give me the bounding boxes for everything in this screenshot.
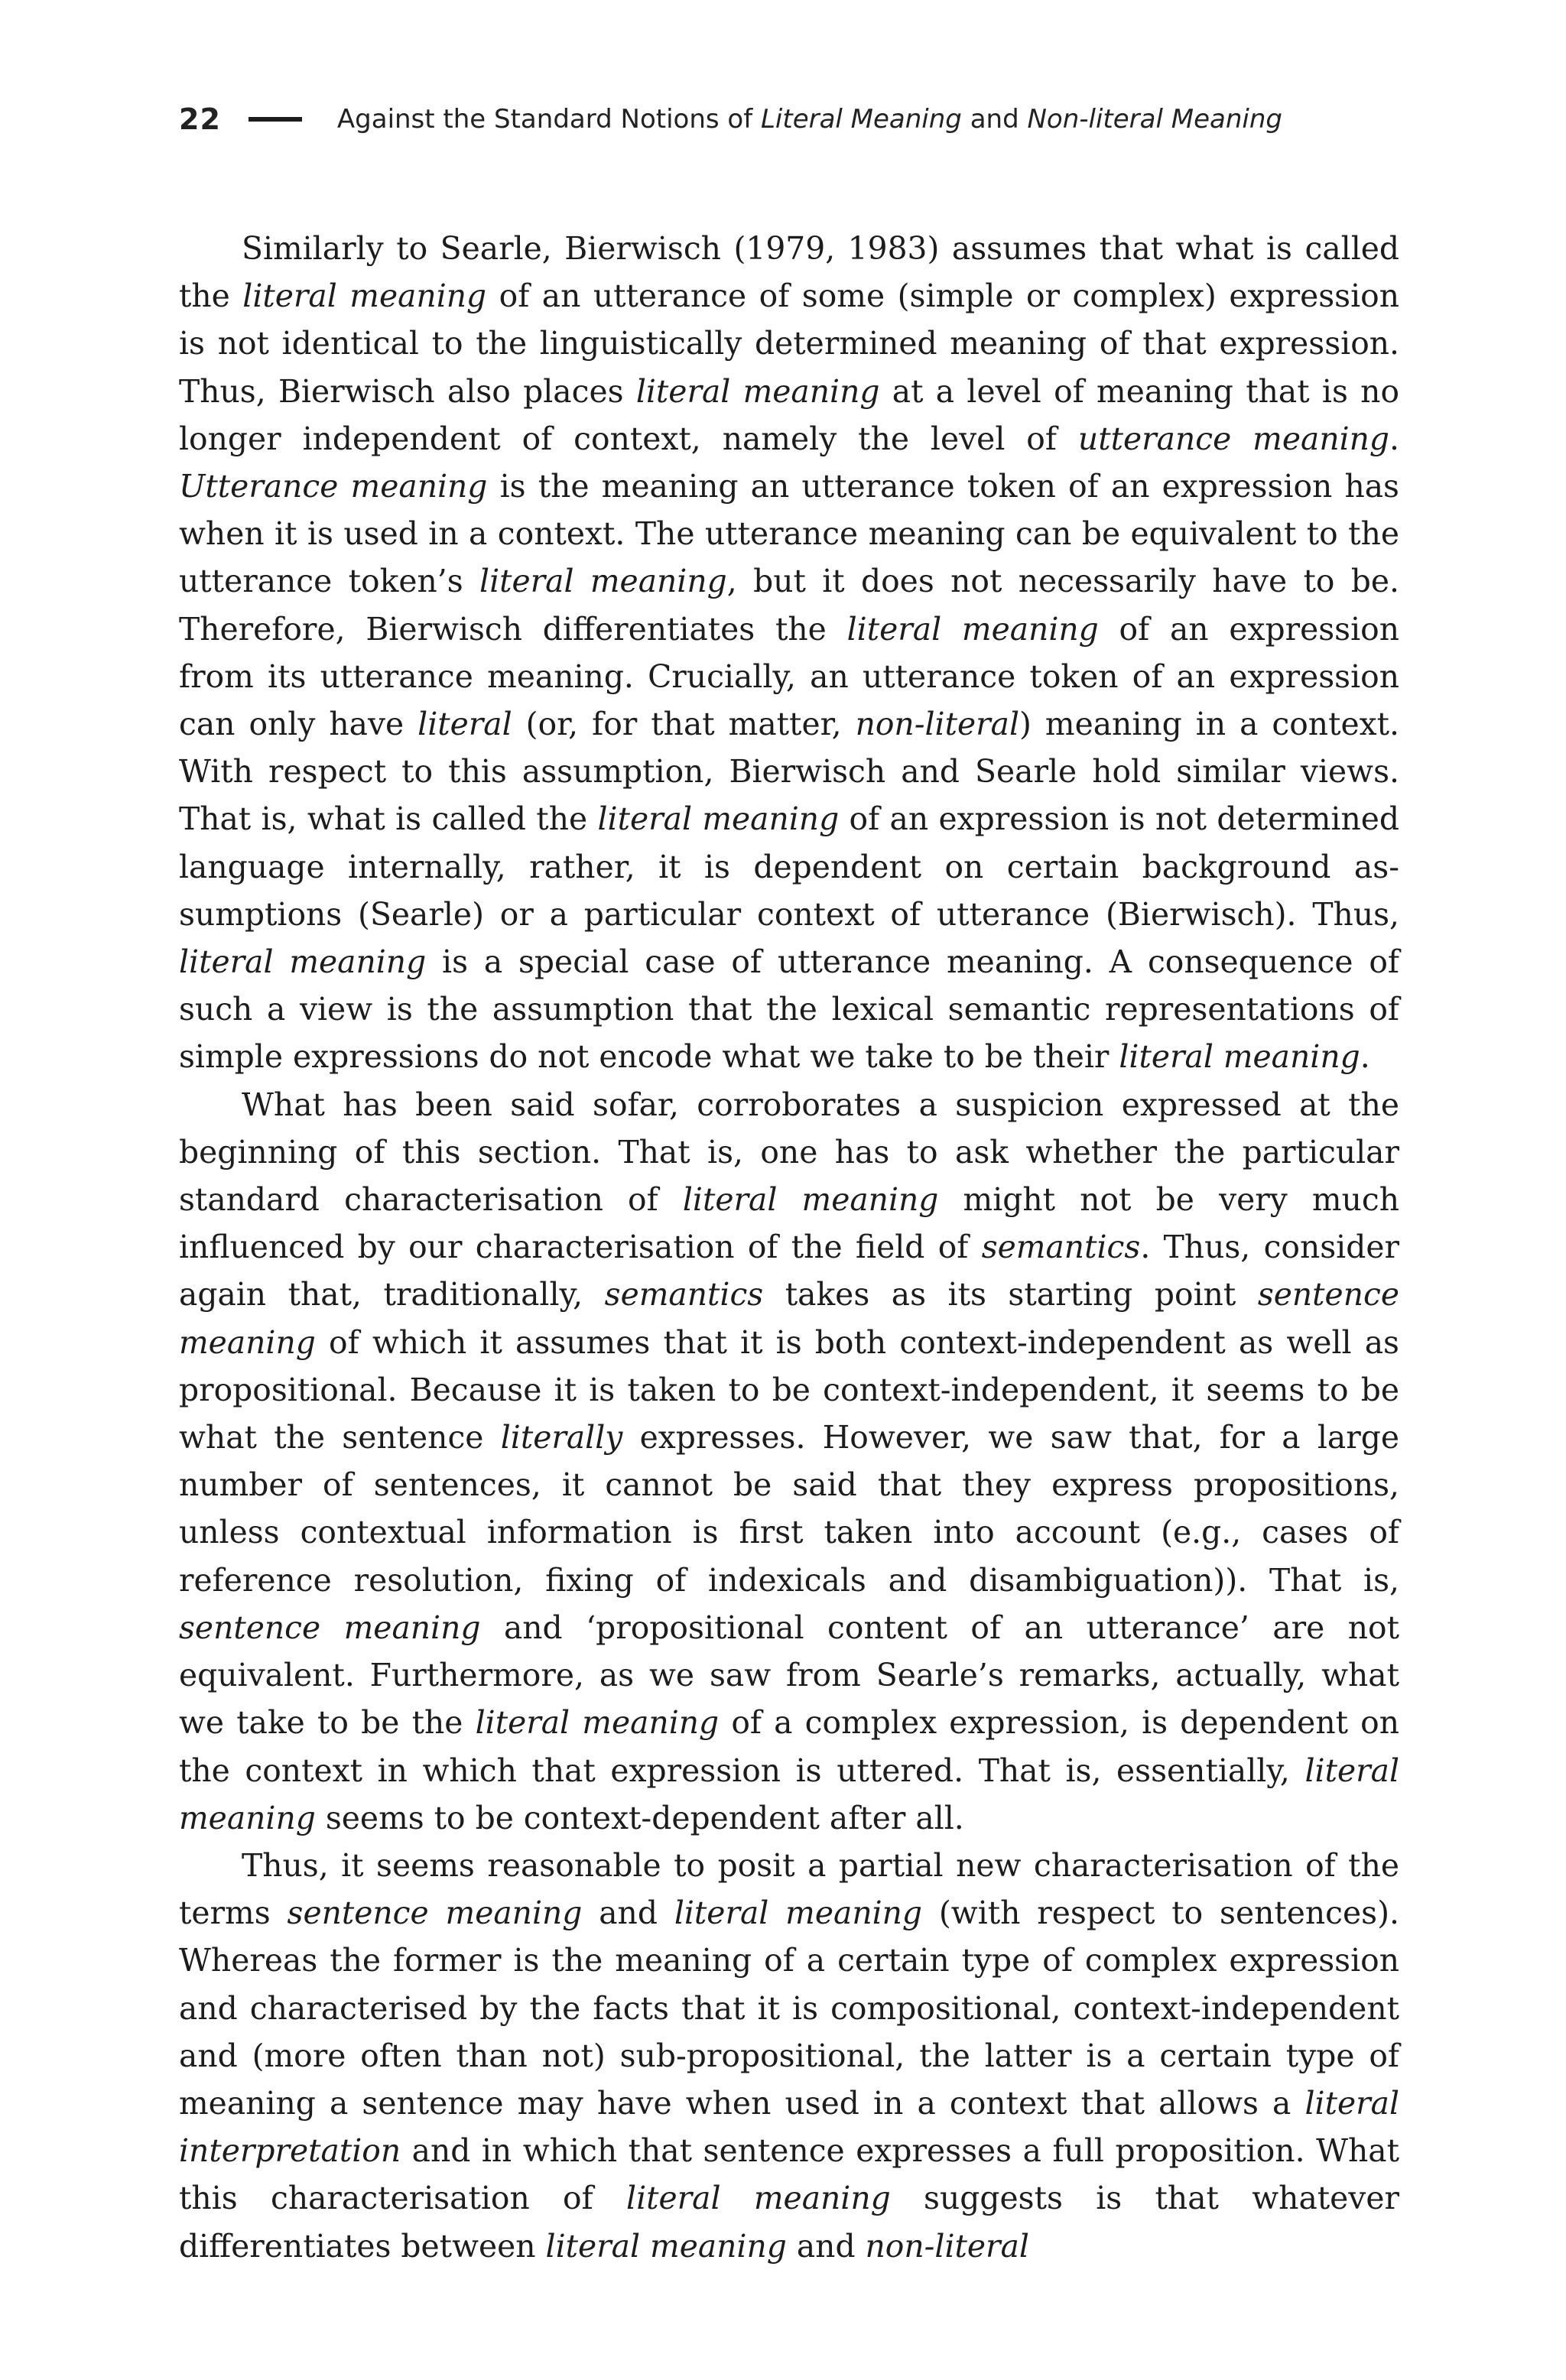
text-run: of an utterance of some (simple or complex) expression is not identical to the linguistically determined meaning of that expression. Thus, Bierwisch also places [179,278,1399,410]
italic-term: literal meaning [242,278,487,315]
italic-term: literal meaning [674,1895,923,1932]
text-run: at a level of meaning that is no longer independent of context, namely the level of [179,372,1400,457]
italic-term: sentence meaning [179,1276,1399,1361]
italic-term: literal meaning [475,1704,720,1742]
italic-term: literal meaning [1119,1038,1360,1076]
header-rule [249,117,302,122]
italic-term: literal meaning [179,943,427,981]
text-run: , but it does not necessarily have to be. Therefore, Bierwisch differentiates the [179,563,1399,648]
italic-term: literal meaning [479,563,727,600]
italic-term: non-literal [855,706,1019,743]
italic-term: literal meaning [635,372,880,410]
italic-term: literal meaning [626,2180,891,2217]
italic-term: literal meaning [545,2227,787,2265]
italic-term: literal meaning [597,800,840,838]
italic-term: semantics [981,1229,1141,1266]
italic-term: literal [417,706,512,743]
text-run: What has been said sofar, corroborates a suspicion expressed at the beginning of this section. That is, one has to ask whether the particular standard characterisation of [179,1086,1399,1219]
text-run: of which it assumes that it is both context-independent as well as propositional. Because it is taken to be context-independent, it seems to be what the sentence [179,1323,1399,1456]
text-run: . Thus, consider again that, traditionally, [179,1229,1399,1313]
running-title-mid: and [961,104,1028,135]
text-run: (with respect to sentences). Whereas the former is the meaning of a certain type of complex expression and characterised by the facts that it is compositional, context-independent and (more often than not) sub-propositional, the latter is a certain type of meaning a sentence may have when used in a context that allows a [179,1895,1399,2122]
text-run: and in which that sentence expresses a full proposition. What this characterisation of [179,2132,1399,2217]
running-header [179,96,1402,142]
running-title-italic-literal: Literal Meaning [760,104,962,135]
text-run: . [1360,1038,1370,1076]
text-run: suggests is that whatever differentiates between [179,2180,1399,2265]
italic-term: utterance meaning [1077,420,1390,457]
paragraph-3 [179,1842,1399,2270]
text-run: Similarly to Searle, Bierwisch (1979, 1983) assumes that what is called the [179,230,1399,315]
italic-term: sentence meaning [179,1609,481,1646]
text-run: Thus, it seems reasonable to posit a partial new characterisation of the terms [179,1846,1399,1932]
text-run: expresses. However, we saw that, for a large number of sentences, it cannot be said that they express propositions, unless contextual information is first taken into account (e.g., cases of reference resolution, fixing of indexicals and disambiguation)). That is, [179,1419,1399,1599]
italic-term: literal interpretation [179,2084,1399,2170]
running-title-prefix: Against the Standard Notions of [336,104,761,135]
italic-term: sentence meaning [287,1895,583,1932]
page-number: 22 [179,102,221,136]
italic-term: literal meaning [179,1752,1399,1836]
italic-term: semantics [604,1276,764,1313]
running-title [337,104,1282,135]
paragraph-2 [179,1081,1399,1842]
text-run: seems to be context-dependent after all. [315,1799,964,1836]
text-run: of an expression from its utterance meaning. Crucially, an utterance token of an expression can only have [179,610,1400,743]
text-run: . [1389,420,1399,457]
text-run: and ‘propositional content of an utterance’ are not equivalent. Furthermore, as we saw from Searle’s remarks, actually, what we take to be the [179,1609,1399,1742]
text-run: might not be very much influenced by our characterisation of the field of [179,1181,1399,1266]
text-run: and [786,2227,866,2265]
text-run: of a complex expression, is dependent on the context in which that expression is uttered. That is, essentially, [179,1704,1400,1789]
italic-term: literally [500,1419,623,1456]
body-text [179,225,1399,2270]
text-run: takes as its starting point [763,1276,1258,1313]
italic-term: Utterance meaning [179,468,488,505]
text-run: is the meaning an utterance token of an expression has when it is used in a context. The utterance meaning can be equivalent to the utterance token’s [179,468,1399,600]
text-run: is a special case of utterance meaning. A consequence of such a view is the assumption that the lexical semantic representations of simple expressions do not encode what we take to be their [179,943,1399,1076]
italic-term: literal meaning [682,1181,939,1219]
text-run: ) meaning in a context. With respect to this assumption, Bierwisch and Searle hold similar views. That is, what is called the [179,706,1399,838]
italic-term: literal meaning [846,610,1099,648]
running-title-italic-nonliteral: Non-literal Meaning [1027,104,1282,135]
text-run: (or, for that matter, [512,706,856,743]
italic-term: non-literal [865,2227,1029,2265]
text-run: of an expression is not determined language internally, rather, it is dependent on certain background assumptions (Searle) or a particular context of utterance (Bierwisch). Thus, [179,800,1399,933]
text-run: and [582,1895,674,1932]
paragraph-1 [179,225,1399,1081]
